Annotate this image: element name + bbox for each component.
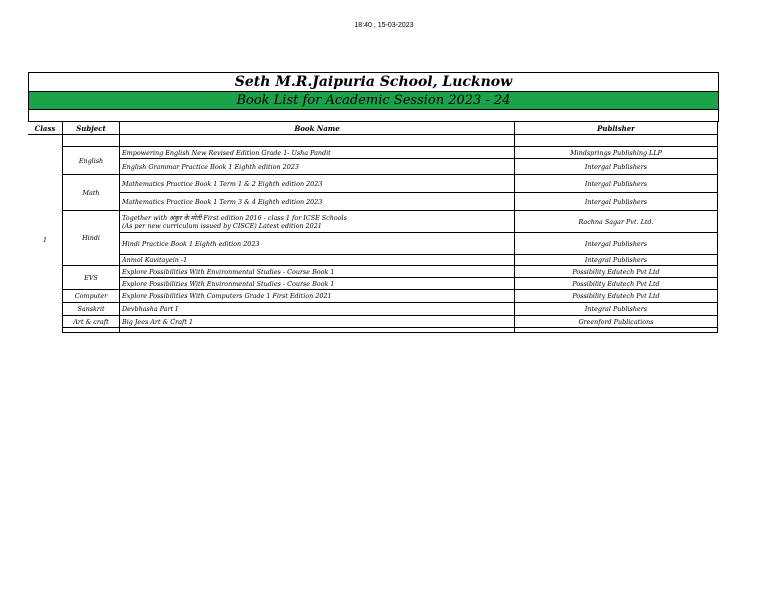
- school-name: Seth M.R.Jaipuria School, Lucknow: [29, 73, 718, 92]
- header-book-name: Book Name: [120, 122, 515, 135]
- gap-row: [28, 135, 718, 147]
- book-cell: Explore Possibilities With Computers Grade 1 First Edition 2021: [120, 290, 515, 303]
- subject-hindi: Hindi: [63, 211, 120, 266]
- table-row: [28, 175, 718, 193]
- publisher-cell: Integral Publishers: [515, 255, 718, 266]
- book-cell: Anmol Kavitayein -1: [120, 255, 515, 266]
- book-line: (As per new curriculum issued by CISCE) Latest edition 2021: [122, 222, 322, 230]
- subject-computer: Computer: [63, 290, 120, 303]
- book-line: Together with अंकुर के मोती First edition 2016 - class 1 for ICSE Schools: [122, 214, 347, 222]
- publisher-cell: Greenford Publications: [515, 316, 718, 328]
- publisher-cell: Possibility Edutech Pvt Ltd: [515, 266, 718, 278]
- table-row: [28, 193, 718, 211]
- table-row: [28, 278, 718, 290]
- publisher-cell: Intergal Publishers: [515, 193, 718, 211]
- table-row: [28, 211, 718, 233]
- book-cell: Mathematics Practice Book 1 Term 3 & 4 Eighth edition 2023: [120, 193, 515, 211]
- book-cell: Hindi Practice Book 1 Eighth edition 2023: [120, 233, 515, 255]
- publisher-cell: Rachna Sagar Pvt. Ltd.: [515, 211, 718, 233]
- book-cell: Explore Possibilities With Environmental Studies - Course Book 1: [120, 278, 515, 290]
- subject-evs: EVS: [63, 266, 120, 290]
- table-row: [28, 147, 718, 159]
- book-cell: English Grammar Practice Book 1 Eighth edition 2023: [120, 159, 515, 175]
- table-row: [28, 303, 718, 316]
- title-block: [28, 72, 719, 122]
- subject-english: English: [63, 147, 120, 175]
- book-cell: Mathematics Practice Book 1 Term 1 & 2 Eighth edition 2023: [120, 175, 515, 193]
- book-cell: Big Jees Art & Craft 1: [120, 316, 515, 328]
- book-cell: [120, 211, 515, 233]
- subject-art: Art & craft: [63, 316, 120, 328]
- header-class: Class: [28, 122, 63, 135]
- table-row: [28, 233, 718, 255]
- publisher-cell: Intergal Publishers: [515, 159, 718, 175]
- table-row: [28, 255, 718, 266]
- book-cell: Empowering English New Revised Edition Grade 1- Usha Pandit: [120, 147, 515, 159]
- table-row: [28, 290, 718, 303]
- subject-math: Math: [63, 175, 120, 211]
- book-cell: Explore Possibilities With Environmental Studies - Course Book 1: [120, 266, 515, 278]
- publisher-cell: Possibility Edutech Pvt Ltd: [515, 290, 718, 303]
- table-row: [28, 316, 718, 328]
- publisher-cell: Possibility Edutech Pvt Ltd: [515, 278, 718, 290]
- table-row: [28, 266, 718, 278]
- subject-sanskrit: Sanskrit: [63, 303, 120, 316]
- class-cell: 1: [28, 147, 63, 333]
- spacer-row: [29, 110, 718, 121]
- publisher-cell: Integral Publishers: [515, 303, 718, 316]
- print-timestamp: 18:40 , 15-03-2023: [354, 22, 414, 29]
- table-end-row: [28, 328, 718, 333]
- publisher-cell: Intergal Publishers: [515, 175, 718, 193]
- book-cell: Devbhasha Part I: [120, 303, 515, 316]
- booklist-title: Book List for Academic Session 2023 - 24: [29, 92, 718, 110]
- publisher-cell: Intergal Publishers: [515, 233, 718, 255]
- publisher-cell: Mindsprings Publishing LLP: [515, 147, 718, 159]
- book-list-table: [28, 121, 718, 333]
- header-subject: Subject: [63, 122, 120, 135]
- table-row: [28, 159, 718, 175]
- header-publisher: Publisher: [515, 122, 718, 135]
- header-row: [28, 122, 718, 135]
